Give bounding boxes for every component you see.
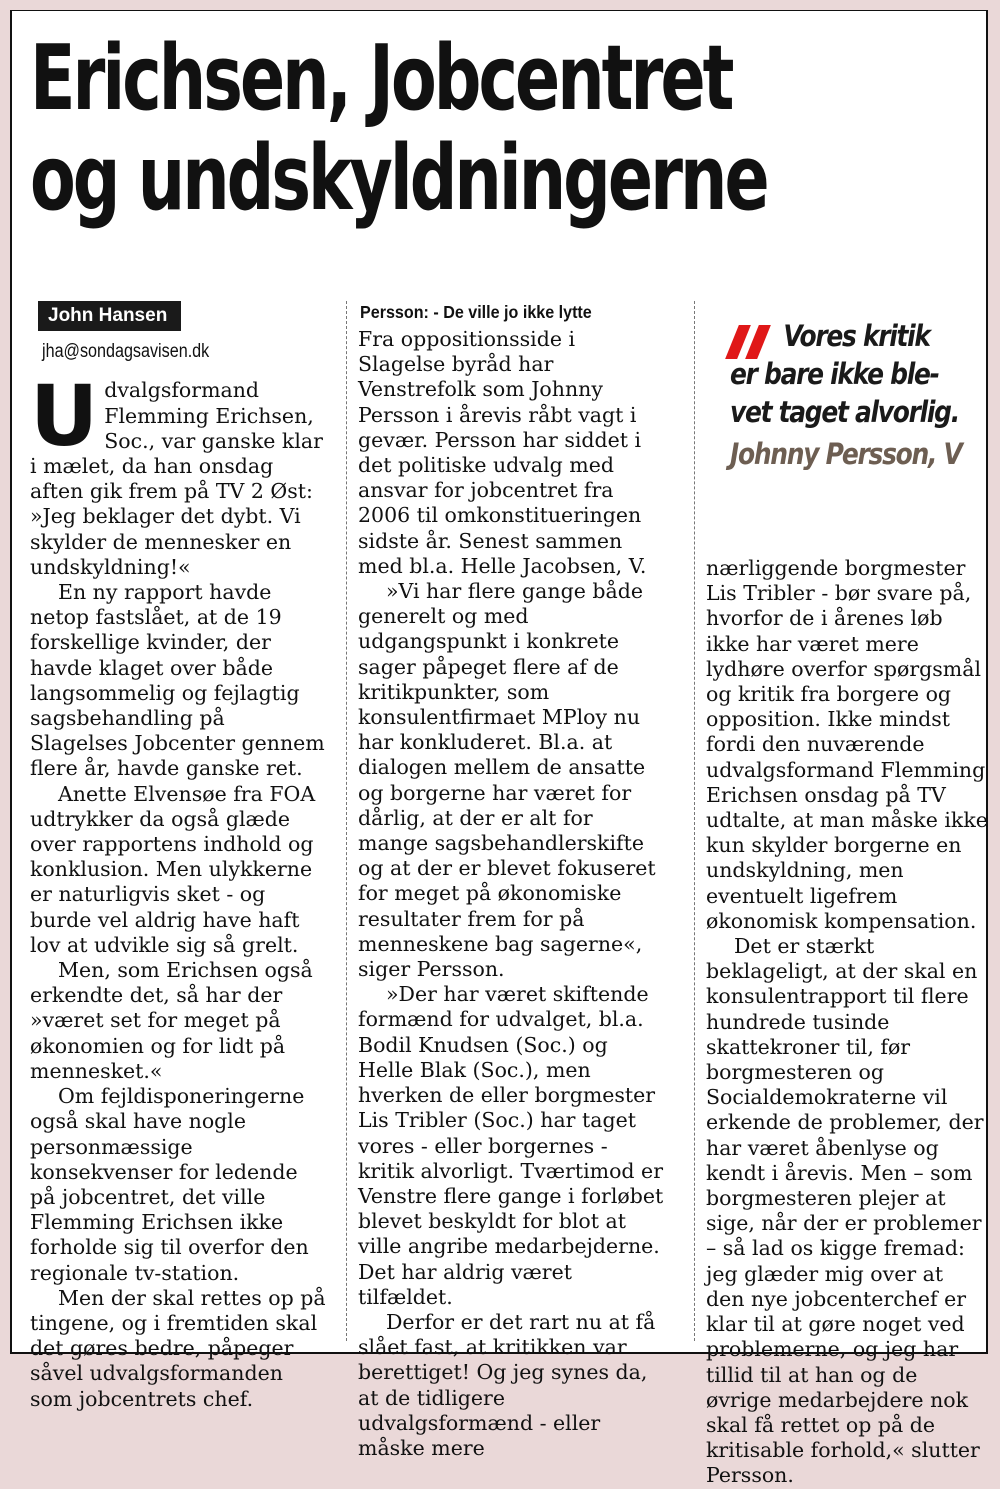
paragraph: Men, som Erichsen også erkendte det, så har der »været set for meget på økonomien og for lidt på mennesket.« bbox=[30, 958, 313, 1083]
column-divider bbox=[694, 301, 695, 1341]
headline bbox=[30, 26, 767, 231]
column-1 bbox=[30, 301, 328, 1412]
drop-cap: U bbox=[30, 367, 99, 466]
column-3 bbox=[706, 556, 988, 1489]
paragraph: Anette Elvensøe fra FOA udtrykker da også glæde over rapportens indhold og konklusion. Men ulykkerne er naturligvis sket - og burde vel aldrig have haft lov at udvikle sig så grelt. bbox=[30, 781, 316, 957]
paragraph: Om fejldisponeringerne også skal have nogle personmæssige konsekvenser for ledende på jobcentret, det ville Flemming Erichsen ikke forholde sig til overfor den regionale tv-station. bbox=[30, 1084, 309, 1285]
headline-line-2: og undskyldningerne bbox=[30, 126, 767, 231]
paragraph: »Der har været skiftende formænd for udvalget, bl.a. Bodil Knudsen (Soc.) og Helle Blak (Soc.), men hverken de eller borgmester Lis Tribler (Soc.) har taget vores - eller borgernes - kritik alvorligt. Tværtimod er Venstre flere gange i forløbet blevet beskyldt for blot at ville angribe medarbejderne. Det har aldrig været tilfældet. bbox=[358, 982, 664, 1309]
paragraph: nærliggende borgmester Lis Tribler - bør svare på, hvorfor de i årenes løb ikke har været mere lydhøre overfor spørgsmål og kritik fra borgere og opposition. Ikke mindst fordi den nuværende udvalgsformand Flemming Erichsen onsdag på TV udtalte, at man måske ikke kun skylder borgerne en undskyldning, men eventuelt ligefrem økonomisk kompensation. bbox=[706, 556, 988, 933]
column-2 bbox=[358, 301, 664, 1461]
headline-line-1: Erichsen, Jobcentret bbox=[30, 26, 732, 131]
pull-quote-line: er bare ikke ble- bbox=[730, 357, 939, 391]
paragraph: Det er stærkt beklageligt, at der skal en konsulentrapport til flere hundrede tusinde skattekroner til, før borgmesteren og Socialdemokraterne vil erkende de problemer, der har været åbenlyse og kendt i årevis. Men – som borgmesteren plejer at sige, når der er problemer – så lad os kigge fremad: jeg glæder mig over at den nye jobcenterchef er klar til at gøre noget ved problemerne, og jeg har tillid til at han og de øvrige medarbejdere nok skal få rettet op på de kritisable forhold,« slutter Persson. bbox=[706, 934, 984, 1488]
paragraph: Men der skal rettes op på tingene, og i fremtiden skal det gøres bedre, påpeger såvel udvalgsformanden som jobcentrets chef. bbox=[30, 1285, 326, 1411]
article-page bbox=[10, 10, 988, 1488]
pull-quote-line: Vores kritik bbox=[783, 319, 930, 353]
paragraph: dvalgsformand Flemming Erichsen, Soc., var ganske klar i mælet, da han onsdag aften gik frem på TV 2 Øst: »Jeg beklager det dybt. Vi skylder de mennesker en undskyldning!« bbox=[30, 378, 323, 579]
paragraph: En ny rapport havde netop fastslået, at de 19 forskellige kvinder, der havde klaget over både langsommelig og fejlagtig sagsbehandling på Slagelses Jobcenter gennem flere år, havde ganske ret. bbox=[30, 580, 325, 781]
pull-quote-author: Johnny Persson, V bbox=[730, 437, 962, 471]
paragraph: »Vi har flere gange både generelt og med udgangspunkt i konkrete sager påpeget flere af de kritikpunkter, som konsulentfirmaet MPloy nu har konkluderet. Bl.a. at dialogen mellem de ansatte og borgerne har været for dårlig, at der er alt for mange sagsbehandlerskifte og at der er blevet fokuseret for meget på økonomiske resultater frem for på menneskene bag sagerne«, siger Persson. bbox=[358, 579, 656, 982]
column-divider bbox=[346, 301, 347, 1341]
byline-name: John Hansen bbox=[38, 301, 181, 331]
paragraph: Fra oppositionsside i Slagelse byråd har Venstrefolk som Johnny Persson i årevis råbt vagt i gevær. Persson har siddet i det politiske udvalg med ansvar for jobcentret fra 2006 til omkonstitueringen sidste år. Senest sammen med bl.a. Helle Jacobsen, V. bbox=[358, 327, 647, 578]
paragraph: Derfor er det rart nu at få slået fast, at kritikken var berettiget! Og jeg synes da, at de tidligere udvalgsformænd - eller måske mere bbox=[358, 1309, 656, 1460]
pull-quote-line: vet taget alvorlig. bbox=[730, 395, 959, 429]
subheading: Persson: - De ville jo ikke lytte bbox=[360, 302, 592, 322]
pull-quote bbox=[730, 317, 990, 473]
pull-quote-text bbox=[730, 317, 959, 431]
byline-email: jha@sondagsavisen.dk bbox=[42, 341, 210, 363]
